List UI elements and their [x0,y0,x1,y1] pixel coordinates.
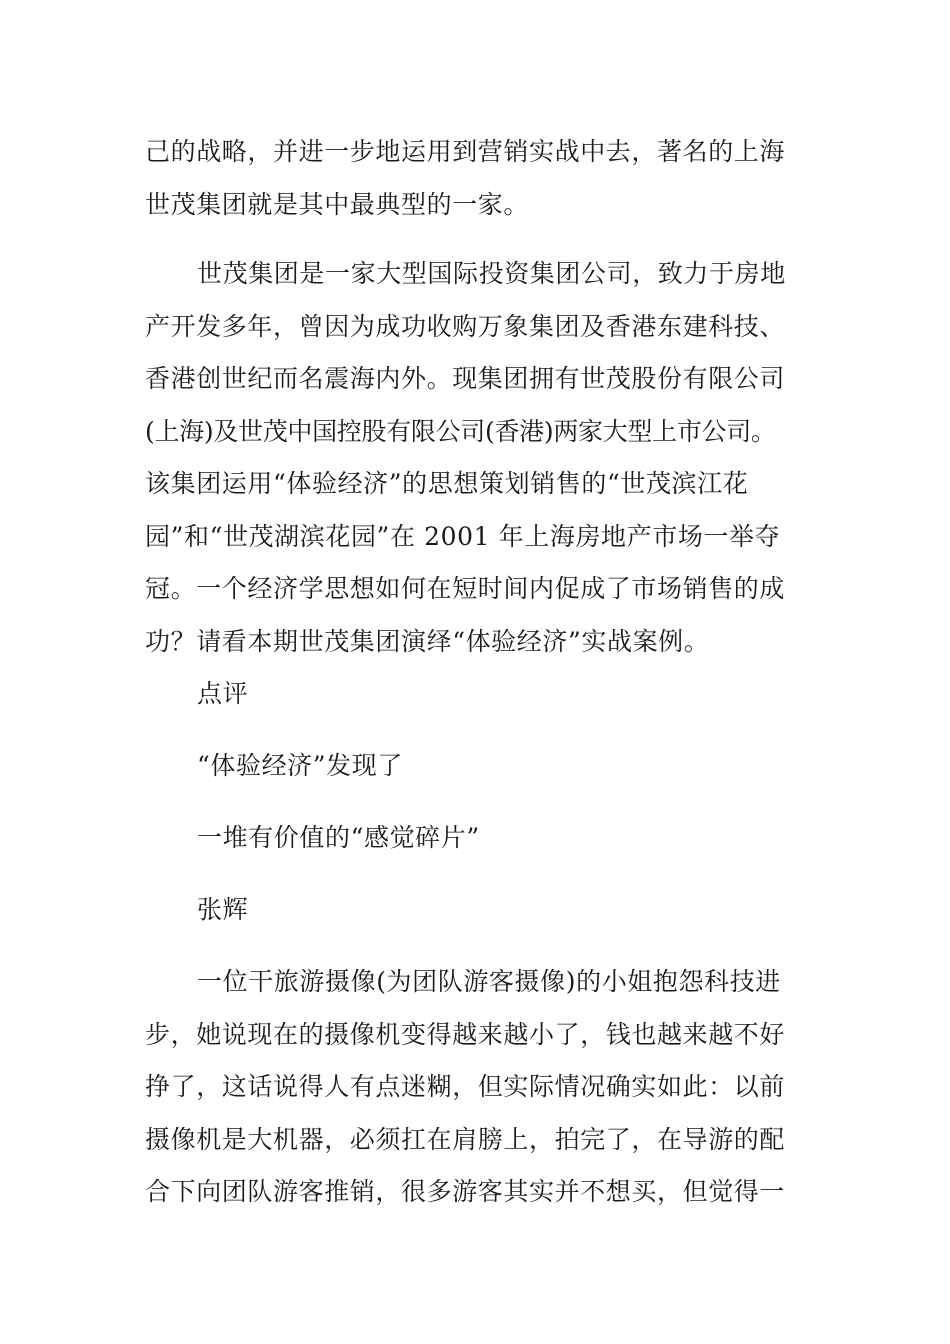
text-line: 冠。一个经济学思想如何在短时间内促成了市场销售的成 [145,574,786,603]
text-line: 产开发多年，曾因为成功收购万象集团及香港东建科技、 [145,311,786,341]
text-line: 挣了，这话说得人有点迷糊，但实际情况确实如此：以前 [145,1072,786,1101]
text-line: 功？请看本期世茂集团演绎“体验经济”实战案例。 [145,626,710,656]
text-line: 步，她说现在的摄像机变得越来越小了，钱也越来越不好 [145,1019,786,1049]
text-line: 合下向团队游客推销，很多游客其实并不想买，但觉得一 [145,1177,786,1206]
article-title-line-2 [145,812,795,865]
paragraph-intro-continuation [145,126,795,231]
paragraph-tour-videographer [145,956,795,1219]
text-line: (上海)及世茂中国控股有限公司(香港)两家大型上市公司。 [145,416,776,446]
text-line: 摄像机是大机器，必须扛在肩膀上，拍完了，在导游的配 [145,1124,786,1154]
text-line: “体验经济”发现了 [197,751,403,780]
text-line: 一位干旅游摄像(为团队游客摄像)的小姐抱怨科技进 [197,967,781,996]
text-line: 一堆有价值的“感觉碎片” [197,823,480,852]
author-name [145,884,795,937]
text-line: 世茂集团就是其中最典型的一家。 [145,189,530,219]
text-line: 世茂集团是一家大型国际投资集团公司，致力于房地 [197,259,786,288]
text-line: 香港创世纪而名震海内外。现集团拥有世茂股份有限公司 [145,364,786,393]
text-line: 张辉 [197,895,249,924]
text-line: 己的战略，并进一步地运用到营销实战中去，著名的上海 [145,137,786,166]
article-title-line-1 [145,740,795,793]
paragraph-shimao-group [145,248,795,668]
text-line: 点评 [197,679,249,708]
section-heading-review [145,668,795,721]
text-line: 园”和“世茂湖滨花园”在 2001 年上海房地产市场一举夺 [145,521,781,551]
text-line: 该集团运用“体验经济”的思想策划销售的“世茂滨江花 [145,469,749,498]
